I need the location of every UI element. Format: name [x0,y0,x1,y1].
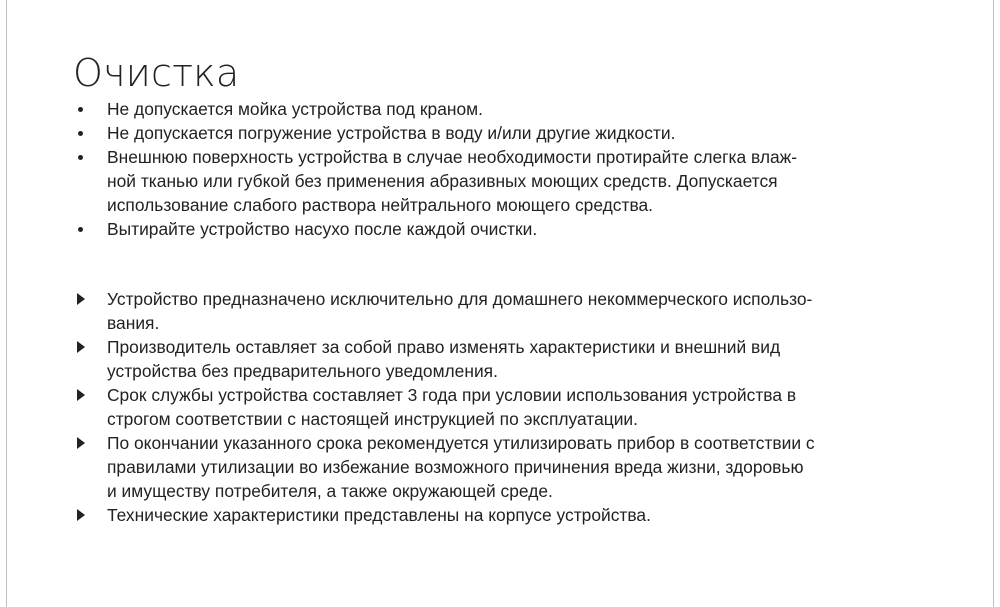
note-item [73,503,953,527]
note-item [73,431,953,503]
cleaning-item-text [107,121,953,145]
text-line: Срок службы устройства составляет 3 года при условии использования устройства в [107,385,797,405]
note-item-text [107,383,953,431]
text-line: Не допускается мойка устройства под краном. [107,99,483,119]
text-line: устройства без предварительного уведомления. [107,361,498,381]
text-line: ной тканью или губкой без применения абразивных моющих средств. Допускается [107,171,778,191]
cleaning-item [73,217,953,241]
triangle-right-icon [73,335,93,359]
bullet-dot-icon [73,121,93,145]
triangle-right-icon [73,287,93,311]
notes-list [73,287,953,527]
text-line: По окончании указанного срока рекомендуется утилизировать прибор в соответствии с [107,433,815,453]
triangle-right-icon [73,431,93,455]
cleaning-list [73,97,953,241]
bullet-dot-icon [73,217,93,241]
bullet-dot-icon [73,97,93,121]
document-page [6,0,994,607]
text-line: Внешнюю поверхность устройства в случае необходимости протирайте слегка влаж- [107,147,798,167]
cleaning-item-text [107,217,953,241]
text-line: Не допускается погружение устройства в воду и/или другие жидкости. [107,123,676,143]
text-line: строгом соответствии с настоящей инструкцией по эксплуатации. [107,409,638,429]
note-item-text [107,431,953,503]
cleaning-item [73,97,953,121]
text-line: Устройство предназначено исключительно для домашнего некоммерческого использо- [107,289,813,309]
note-item-text [107,503,953,527]
triangle-right-icon [73,383,93,407]
text-line: использование слабого раствора нейтрального моющего средства. [107,195,653,215]
cleaning-item [73,121,953,145]
cleaning-item-text [107,145,953,217]
text-line: Вытирайте устройство насухо после каждой очистки. [107,219,538,239]
text-line: Технические характеристики представлены на корпусе устройства. [107,505,651,525]
cleaning-item [73,145,953,217]
text-line: правилами утилизации во избежание возможного причинения вреда жизни, здоровью [107,457,804,477]
note-item [73,287,953,335]
page-title: Очистка [73,51,240,95]
note-item [73,335,953,383]
bullet-dot-icon [73,145,93,169]
note-item-text [107,287,953,335]
cleaning-item-text [107,97,953,121]
triangle-right-icon [73,503,93,527]
note-item-text [107,335,953,383]
text-line: Производитель оставляет за собой право изменять характеристики и внешний вид [107,337,781,357]
text-line: вания. [107,313,160,333]
text-line: и имуществу потребителя, а также окружающей среде. [107,481,553,501]
note-item [73,383,953,431]
